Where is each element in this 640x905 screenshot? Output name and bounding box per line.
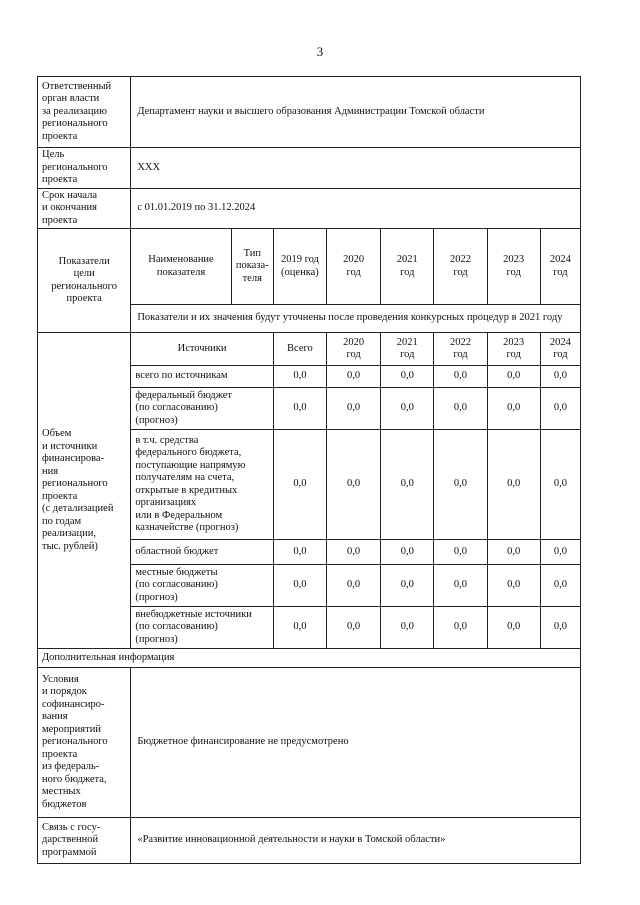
indicator-name-header: Наименование показателя: [131, 229, 231, 305]
financing-value: 0,0: [540, 430, 580, 540]
financing-value: 0,0: [273, 540, 326, 565]
indicator-year-header: 2019 год (оценка): [273, 229, 326, 305]
financing-source: местные бюджеты (по согласованию) (прогноз): [131, 565, 274, 607]
responsible-value: Департамент науки и высшего образования Администрации Томской области: [131, 77, 581, 148]
financing-value: 0,0: [273, 565, 326, 607]
financing-value: 0,0: [381, 430, 434, 540]
financing-header-year: 2022 год: [434, 333, 487, 366]
financing-value: 0,0: [273, 607, 326, 649]
responsible-label: Ответственный орган власти за реализацию регионального проекта: [38, 77, 131, 148]
program-link-label: Связь с госу- дарственной программой: [38, 818, 131, 864]
financing-header-year: 2024 год: [540, 333, 580, 366]
financing-value: 0,0: [381, 540, 434, 565]
financing-label: Объем и источники финансирова- ния регионального проекта (с детализацией по годам реализации, тыс. рублей): [38, 333, 131, 649]
financing-value: 0,0: [273, 366, 326, 388]
financing-value: 0,0: [434, 607, 487, 649]
financing-header-year: 2020 год: [327, 333, 381, 366]
indicator-year-header: 2024 год: [540, 229, 580, 305]
conditions-value: Бюджетное финансирование не предусмотрено: [131, 668, 581, 818]
financing-value: 0,0: [487, 388, 540, 430]
financing-value: 0,0: [487, 607, 540, 649]
indicators-note: Показатели и их значения будут уточнены после проведения конкурсных процедур в 2021 году: [131, 305, 581, 333]
indicator-year-header: 2023 год: [487, 229, 540, 305]
financing-value: 0,0: [273, 430, 326, 540]
indicator-year-header: 2020 год: [327, 229, 381, 305]
financing-header-year: 2023 год: [487, 333, 540, 366]
financing-value: 0,0: [487, 366, 540, 388]
financing-value: 0,0: [540, 565, 580, 607]
financing-value: 0,0: [487, 565, 540, 607]
financing-value: 0,0: [381, 565, 434, 607]
financing-value: 0,0: [327, 565, 381, 607]
financing-value: 0,0: [487, 540, 540, 565]
financing-source: всего по источникам: [131, 366, 274, 388]
page-number: 3: [316, 44, 324, 59]
financing-value: 0,0: [540, 366, 580, 388]
financing-header-sources: Источники: [131, 333, 274, 366]
goal-label: Цель регионального проекта: [38, 148, 131, 189]
financing-value: 0,0: [381, 388, 434, 430]
financing-value: 0,0: [273, 388, 326, 430]
additional-info-heading: Дополнительная информация: [38, 649, 581, 668]
financing-value: 0,0: [540, 388, 580, 430]
financing-value: 0,0: [327, 366, 381, 388]
financing-value: 0,0: [327, 430, 381, 540]
financing-value: 0,0: [434, 388, 487, 430]
financing-source: федеральный бюджет (по согласованию) (прогноз): [131, 388, 274, 430]
financing-value: 0,0: [540, 540, 580, 565]
term-value: с 01.01.2019 по 31.12.2024: [131, 188, 581, 229]
financing-header-year: 2021 год: [381, 333, 434, 366]
financing-value: 0,0: [540, 607, 580, 649]
passport-table: [37, 76, 581, 864]
financing-value: 0,0: [487, 430, 540, 540]
financing-source: областной бюджет: [131, 540, 274, 565]
indicators-label: Показатели цели регионального проекта: [38, 229, 131, 333]
financing-source: в т.ч. средства федерального бюджета, поступающие напрямую получателям на счета, открытые в кредитных организациях или в Федеральном казначействе (прогноз): [131, 430, 274, 540]
indicator-year-header: 2021 год: [381, 229, 434, 305]
program-link-value: «Развитие инновационной деятельности и науки в Томской области»: [131, 818, 581, 864]
indicator-type-header: Тип показа- теля: [231, 229, 273, 305]
indicator-year-header: 2022 год: [434, 229, 487, 305]
financing-value: 0,0: [327, 388, 381, 430]
goal-value: XXX: [131, 148, 581, 189]
financing-value: 0,0: [327, 607, 381, 649]
conditions-label: Условия и порядок софинансиро- вания мероприятий регионального проекта из федераль- ного бюджета, местных бюджетов: [38, 668, 131, 818]
financing-source: внебюджетные источники (по согласованию) (прогноз): [131, 607, 274, 649]
financing-value: 0,0: [381, 366, 434, 388]
financing-header-total: Всего: [273, 333, 326, 366]
financing-value: 0,0: [434, 540, 487, 565]
financing-value: 0,0: [434, 366, 487, 388]
term-label: Срок начала и окончания проекта: [38, 188, 131, 229]
financing-value: 0,0: [327, 540, 381, 565]
financing-value: 0,0: [434, 430, 487, 540]
financing-value: 0,0: [381, 607, 434, 649]
financing-value: 0,0: [434, 565, 487, 607]
